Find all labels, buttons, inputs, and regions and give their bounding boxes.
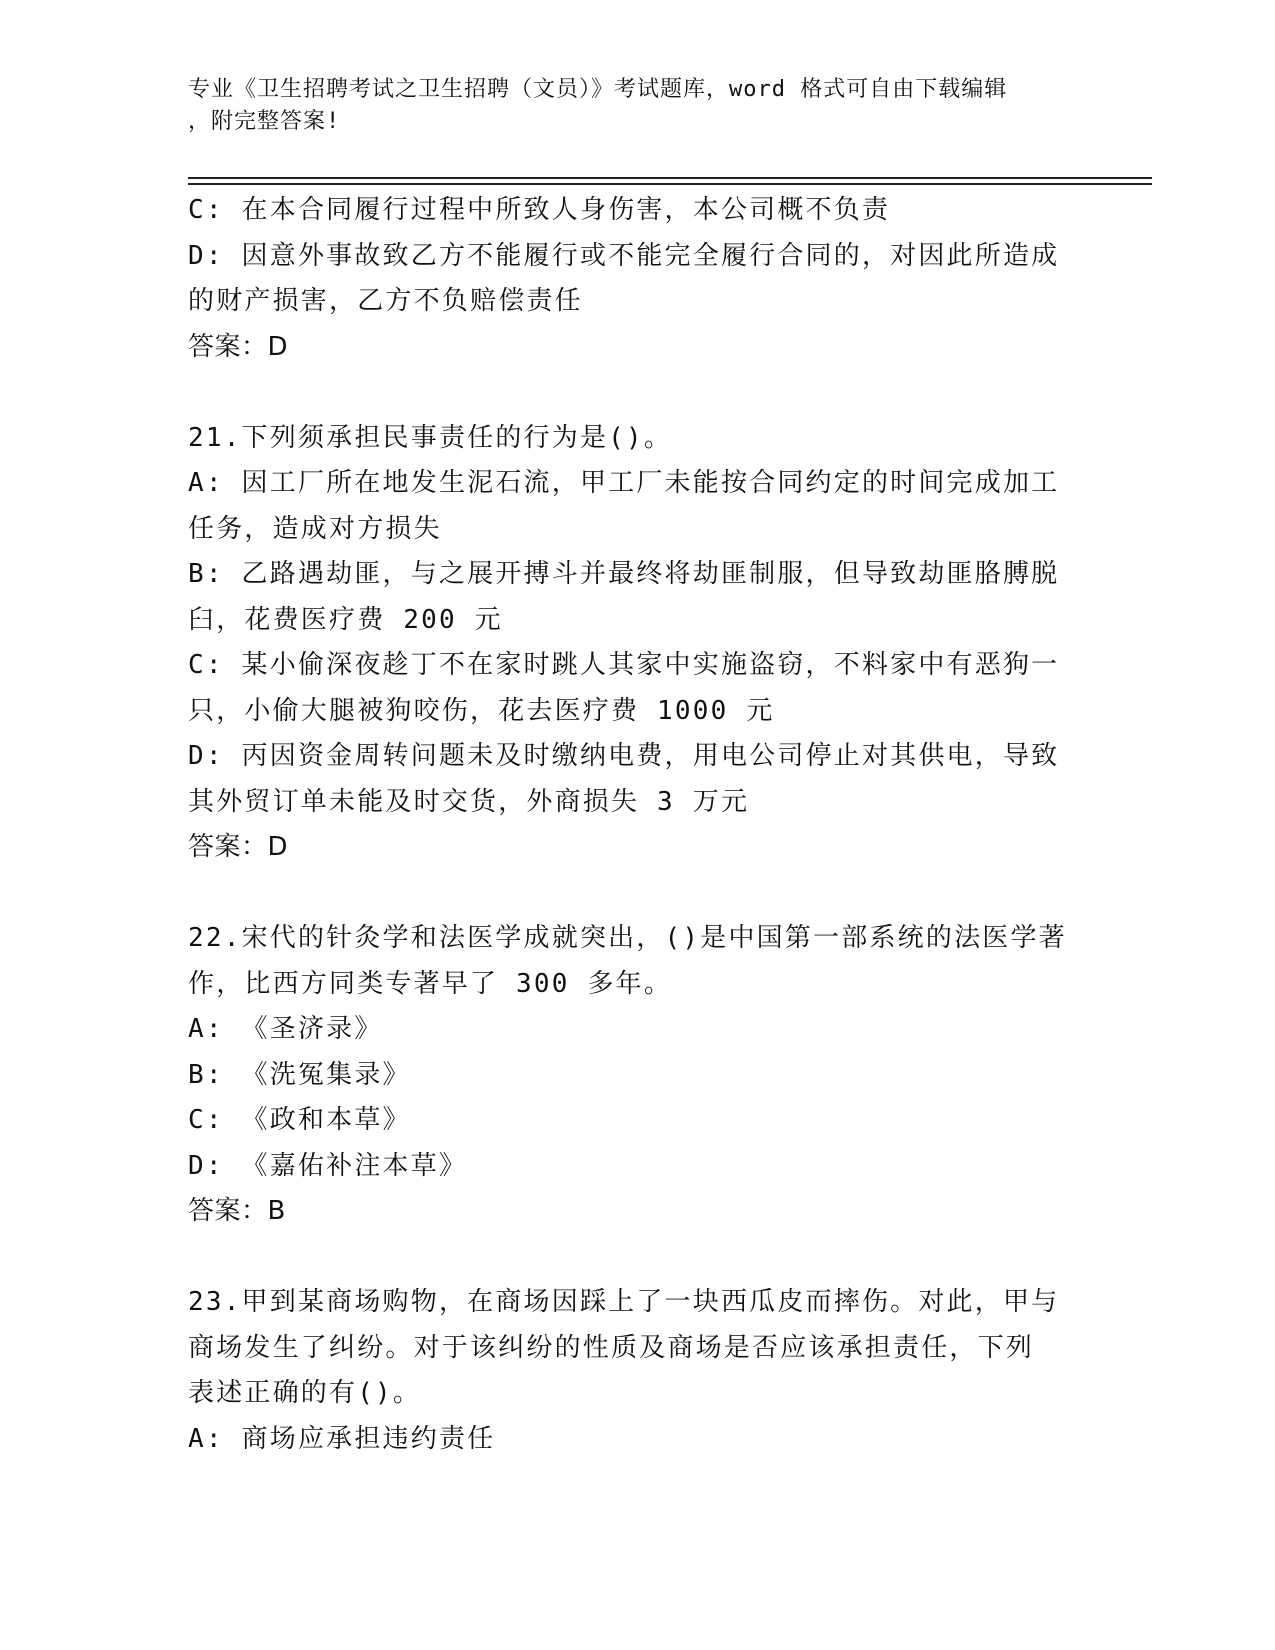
question-stem-line-2: 作，比西方同类专著早了 300 多年。: [188, 968, 673, 999]
option-d: D: 《嘉佑补注本草》: [188, 1150, 468, 1181]
header-line-2: ，附完整答案!: [188, 109, 341, 134]
option-b: B: 《洗冤集录》: [188, 1059, 411, 1090]
option-d-line-1: D: 因意外事故致乙方不能履行或不能完全履行合同的，对因此所造成: [188, 240, 1060, 271]
spacer: [188, 370, 1068, 416]
question-23: [188, 1280, 1068, 1462]
question-21: [188, 416, 1068, 871]
option-b-line-1: B: 乙路遇劫匪，与之展开搏斗并最终将劫匪制服，但导致劫匪胳膊脱: [188, 559, 1060, 589]
option-c: C: 《政和本草》: [188, 1105, 411, 1135]
header-divider-bottom: [188, 183, 1152, 185]
spacer: [188, 1235, 1068, 1281]
answer: 答案：D: [188, 832, 289, 862]
page-header: [188, 74, 1068, 138]
question-content: [188, 188, 1068, 1462]
option-c: C: 在本合同履行过程中所致人身伤害，本公司概不负责: [188, 195, 891, 225]
question-stem-line-1: 22.宋代的针灸学和法医学成就突出，()是中国第一部系统的法医学著: [188, 923, 1067, 953]
question-stem-line-1: 23.甲到某商场购物，在商场因踩上了一块西瓜皮而摔伤。对此，甲与: [188, 1287, 1060, 1317]
option-a: A: 《圣济录》: [188, 1014, 383, 1044]
header-divider-top: [188, 177, 1152, 179]
question-stem: 21.下列须承担民事责任的行为是()。: [188, 422, 673, 453]
option-b-line-2: 臼，花费医疗费 200 元: [188, 604, 503, 635]
option-d-line-2: 其外贸订单未能及时交货，外商损失 3 万元: [188, 786, 750, 817]
question-stem-line-2: 商场发生了纠纷。对于该纠纷的性质及商场是否应该承担责任，下列: [188, 1332, 1035, 1363]
answer: 答案：D: [188, 331, 289, 362]
question-22: [188, 916, 1068, 1235]
option-c-line-1: C: 某小偷深夜趁丁不在家时跳人其家中实施盗窃，不料家中有恶狗一: [188, 650, 1060, 680]
spacer: [188, 871, 1068, 917]
option-a: A: 商场应承担违约责任: [188, 1423, 496, 1454]
header-line-1: 专业《卫生招聘考试之卫生招聘（文员）》考试题库，word 格式可自由下载编辑: [188, 77, 1008, 102]
option-a-line-2: 任务，造成对方损失: [188, 513, 442, 544]
option-d-line-2: 的财产损害，乙方不负赔偿责任: [188, 286, 583, 316]
answer: 答案：B: [188, 1196, 286, 1226]
question-20-tail: [188, 188, 1068, 370]
option-d-line-1: D: 丙因资金周转问题未及时缴纳电费，用电公司停止对其供电，导致: [188, 741, 1060, 771]
option-a-line-1: A: 因工厂所在地发生泥石流，甲工厂未能按合同约定的时间完成加工: [188, 468, 1060, 498]
option-c-line-2: 只，小偷大腿被狗咬伤，花去医疗费 1000 元: [188, 695, 775, 726]
question-stem-line-3: 表述正确的有()。: [188, 1378, 422, 1408]
